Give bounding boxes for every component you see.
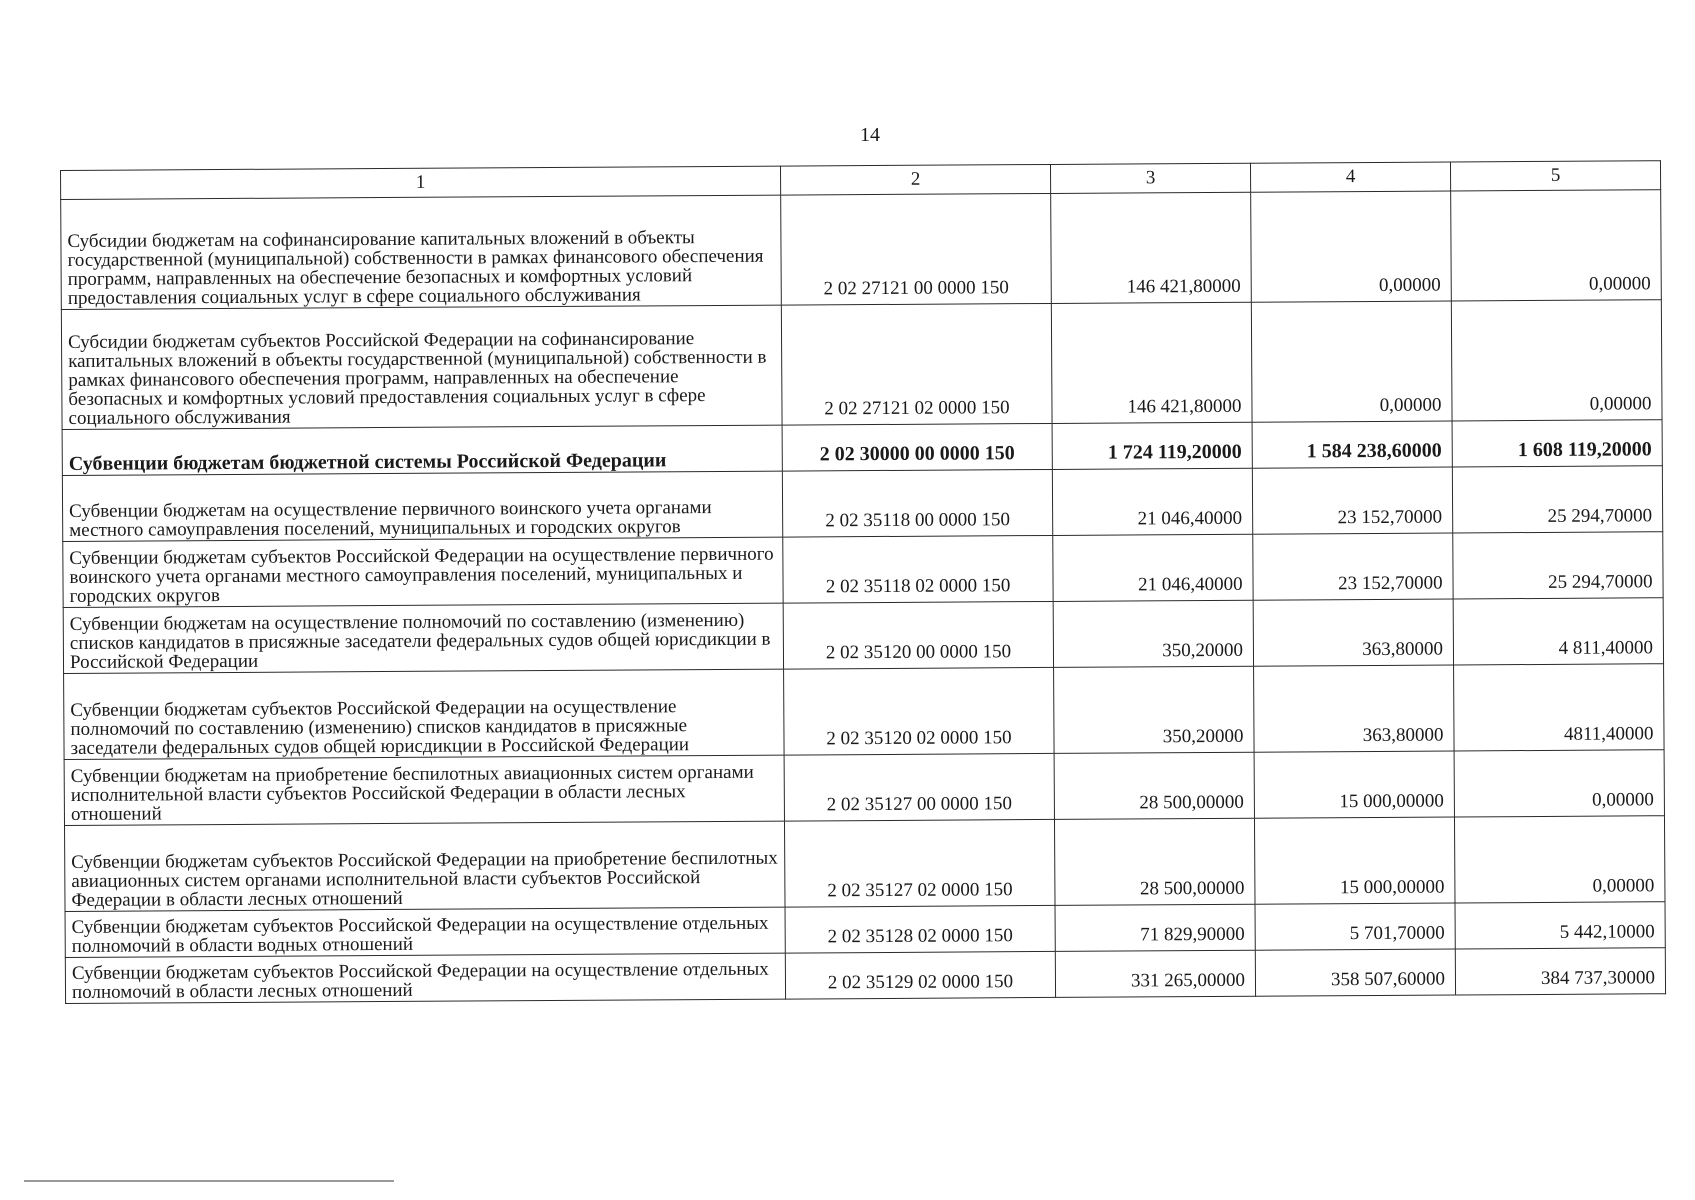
row-value-col5: 1 608 119,20000: [1452, 420, 1662, 467]
row-value-col4: 1 584 238,60000: [1252, 421, 1452, 468]
row-value-col5: 25 294,70000: [1453, 532, 1663, 599]
row-code-cell: 2 02 35120 02 0000 150: [784, 667, 1055, 755]
column-header: 3: [1050, 163, 1250, 193]
row-code-cell: 2 02 35127 00 0000 150: [784, 753, 1054, 821]
column-header: 1: [61, 166, 781, 199]
table-row: [65, 948, 1665, 1004]
row-value-col3: 28 500,00000: [1054, 818, 1255, 905]
column-header: 4: [1250, 162, 1450, 192]
row-value-col4: 15 000,00000: [1254, 751, 1454, 818]
row-name-cell: Субсидии бюджетам на софинансирование капитальных вложений в объекты государственной (муниципальной) собственности в рамках финансового обеспечения программ, направленных на обеспечение безопасных и комфортных условий предоставления социальных услуг в сфере социального обслуживания: [61, 195, 782, 309]
row-code-cell: 2 02 35128 02 0000 150: [785, 905, 1055, 953]
row-value-col4: 23 152,70000: [1253, 533, 1453, 600]
row-code-cell: 2 02 35127 02 0000 150: [784, 819, 1055, 907]
row-value-col3: 350,20000: [1054, 666, 1255, 753]
row-value-col4: 0,00000: [1251, 191, 1452, 302]
row-value-col3: 146 421,80000: [1051, 302, 1252, 423]
row-value-col5: 0,00000: [1451, 190, 1662, 301]
row-code-cell: 2 02 35118 02 0000 150: [783, 535, 1053, 603]
row-code-cell: 2 02 30000 00 0000 150: [782, 423, 1052, 471]
table-row: [65, 816, 1665, 912]
row-value-col5: 0,00000: [1454, 750, 1664, 817]
row-code-cell: 2 02 27121 00 0000 150: [781, 193, 1052, 305]
row-code-cell: 2 02 35129 02 0000 150: [785, 951, 1055, 999]
table-row: [64, 664, 1664, 760]
row-value-col5: 0,00000: [1454, 816, 1665, 903]
row-value-col4: 0,00000: [1251, 301, 1452, 422]
row-value-col5: 384 737,30000: [1455, 948, 1665, 995]
table-row: [64, 750, 1664, 826]
row-value-col3: 350,20000: [1053, 600, 1253, 667]
table-row: [61, 190, 1662, 310]
table-row: [62, 466, 1662, 542]
column-header: 2: [780, 164, 1050, 195]
row-value-col3: 28 500,00000: [1054, 752, 1254, 819]
row-name-cell: Субвенции бюджетам субъектов Российской Федерации на приобретение беспилотных авиационных систем органами исполнительной власти субъектов Российской Федерации в области лесных отношений: [65, 821, 786, 911]
row-code-cell: 2 02 35120 00 0000 150: [783, 601, 1053, 669]
row-name-cell: Субвенции бюджетам на приобретение беспилотных авиационных систем органами исполнительной власти субъектов Российской Федерации в области лесных отношений: [64, 755, 784, 825]
page-number: 14: [860, 124, 880, 146]
row-value-col4: 363,80000: [1253, 599, 1453, 666]
row-value-col3: 331 265,00000: [1055, 950, 1255, 997]
row-value-col4: 358 507,60000: [1255, 949, 1455, 996]
row-name-cell: Субвенции бюджетам на осуществление полномочий по составлению (изменению) списков кандидатов в присяжные заседатели федеральных судов общей юрисдикции в Российской Федерации: [63, 603, 783, 673]
row-code-cell: 2 02 35118 00 0000 150: [782, 469, 1052, 537]
row-name-cell: Субвенции бюджетам субъектов Российской Федерации на осуществление первичного воинского учета органами местного самоуправления поселений, муниципальных и городских округов: [63, 537, 783, 607]
row-value-col5: 4811,40000: [1454, 664, 1665, 751]
budget-table: [60, 160, 1666, 1004]
row-value-col5: 4 811,40000: [1453, 598, 1663, 665]
column-header: 5: [1450, 161, 1660, 191]
row-value-col5: 0,00000: [1451, 300, 1662, 421]
table-row: [63, 532, 1663, 608]
row-name-cell: Субвенции бюджетам субъектов Российской Федерации на осуществление отдельных полномочий в области лесных отношений: [65, 953, 785, 1003]
row-name-cell: Субсидии бюджетам субъектов Российской Федерации на софинансирование капитальных вложений в объекты государственной (муниципальной) собственности в рамках финансового обеспечения программ, направленных на обеспечение безопасных и комфортных условий предоставления социальных услуг в сфере социального обслуживания: [61, 305, 782, 429]
row-value-col5: 25 294,70000: [1452, 466, 1662, 533]
row-name-cell: Субвенции бюджетам бюджетной системы Российской Федерации: [62, 425, 782, 475]
row-value-col4: 5 701,70000: [1255, 903, 1455, 950]
row-name-cell: Субвенции бюджетам субъектов Российской Федерации на осуществление полномочий по составлению (изменению) списков кандидатов в присяжные заседатели федеральных судов общей юрисдикции в Российской Федерации: [64, 669, 785, 759]
row-code-cell: 2 02 27121 02 0000 150: [781, 303, 1052, 425]
row-value-col5: 5 442,10000: [1455, 902, 1665, 949]
row-value-col4: 15 000,00000: [1254, 817, 1455, 904]
row-value-col4: 363,80000: [1254, 665, 1455, 752]
row-value-col3: 1 724 119,20000: [1052, 422, 1252, 469]
row-name-cell: Субвенции бюджетам субъектов Российской Федерации на осуществление отдельных полномочий в области водных отношений: [65, 907, 785, 957]
row-value-col3: 21 046,40000: [1053, 534, 1253, 601]
row-value-col3: 21 046,40000: [1052, 468, 1252, 535]
table-row: [63, 598, 1663, 674]
row-value-col3: 146 421,80000: [1051, 192, 1252, 303]
row-value-col3: 71 829,90000: [1055, 904, 1255, 951]
row-name-cell: Субвенции бюджетам на осуществление первичного воинского учета органами местного самоуправления поселений, муниципальных и городских округов: [62, 471, 782, 541]
row-value-col4: 23 152,70000: [1252, 467, 1452, 534]
table-row: [61, 300, 1662, 430]
footer-divider: [24, 1180, 394, 1182]
